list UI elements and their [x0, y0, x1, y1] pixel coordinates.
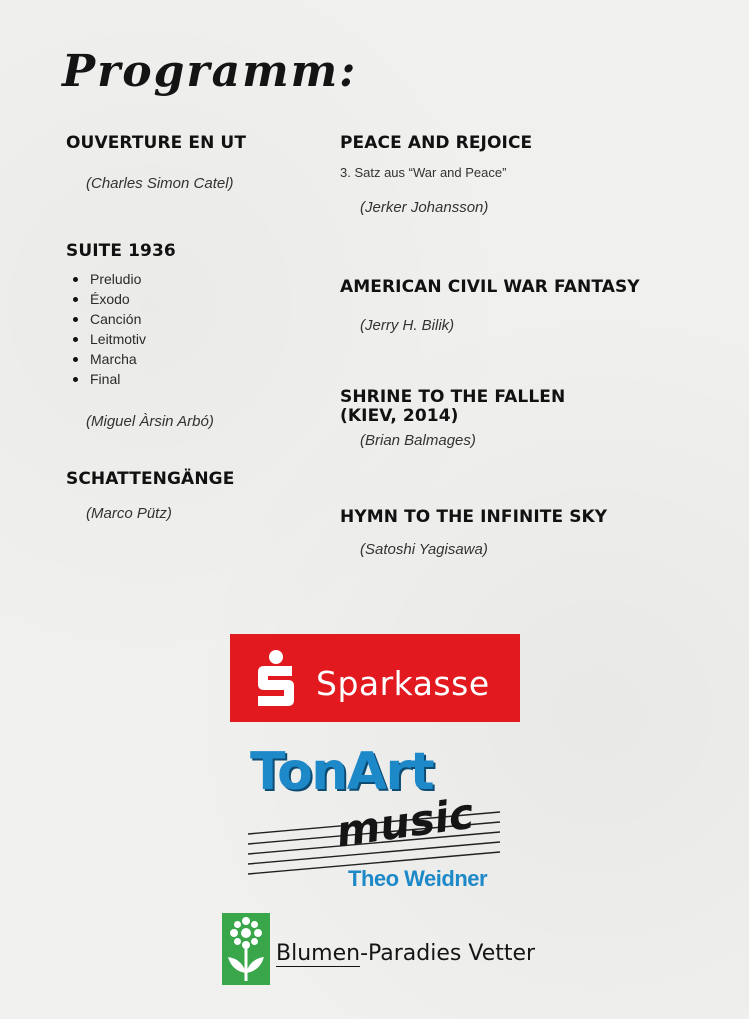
program-item [66, 242, 316, 431]
movement-item: Leitmotiv [66, 329, 316, 349]
tonart-logo [244, 740, 514, 900]
piece-composer: (Marco Pütz) [86, 505, 172, 522]
piece-title: SUITE 1936 [66, 241, 176, 261]
program-item [340, 134, 670, 217]
piece-title-line: SHRINE TO THE FALLEN [340, 387, 566, 407]
movement-item: Preludio [66, 269, 316, 289]
sparkasse-name: Sparkasse [316, 663, 490, 703]
piece-title-line: (KIEV, 2014) [340, 406, 459, 426]
page-title: Programm: [62, 46, 358, 97]
tonart-subtitle: music [333, 788, 477, 857]
piece-title: SCHATTENGÄNGE [66, 469, 235, 489]
movement-item: Final [66, 369, 316, 389]
piece-title: OUVERTURE EN UT [66, 133, 247, 153]
piece-composer: (Brian Balmages) [360, 432, 476, 449]
blumen-logo [222, 912, 535, 986]
sparkasse-s-icon [254, 650, 298, 706]
blumen-name-part2: -Paradies Vetter [360, 940, 536, 966]
piece-composer: (Miguel Àrsin Arbó) [86, 413, 214, 430]
program-item [66, 134, 316, 193]
piece-subtitle: 3. Satz aus “War and Peace” [340, 165, 507, 180]
piece-title: PEACE AND REJOICE [340, 133, 533, 153]
movement-list [66, 269, 316, 389]
piece-composer: (Charles Simon Catel) [86, 175, 234, 192]
sparkasse-logo [230, 634, 520, 722]
program-item [340, 278, 670, 335]
piece-composer: (Jerker Johansson) [360, 199, 489, 216]
blumen-name-part1: Blumen [276, 940, 361, 966]
program-item [66, 470, 316, 523]
movement-item: Marcha [66, 349, 316, 369]
piece-title: HYMN TO THE INFINITE SKY [340, 507, 608, 527]
program-item [340, 388, 670, 450]
flower-icon [222, 913, 270, 985]
piece-composer: (Satoshi Yagisawa) [360, 541, 488, 558]
piece-title [340, 388, 670, 426]
movement-item: Éxodo [66, 289, 316, 309]
piece-title: AMERICAN CIVIL WAR FANTASY [340, 277, 640, 297]
piece-composer: (Jerry H. Bilik) [360, 317, 455, 334]
movement-item: Canción [66, 309, 316, 329]
tonart-owner: Theo Weidner [348, 866, 488, 891]
program-item [340, 508, 670, 559]
tonart-name: TonArt [250, 742, 434, 802]
blumen-name [276, 933, 535, 966]
